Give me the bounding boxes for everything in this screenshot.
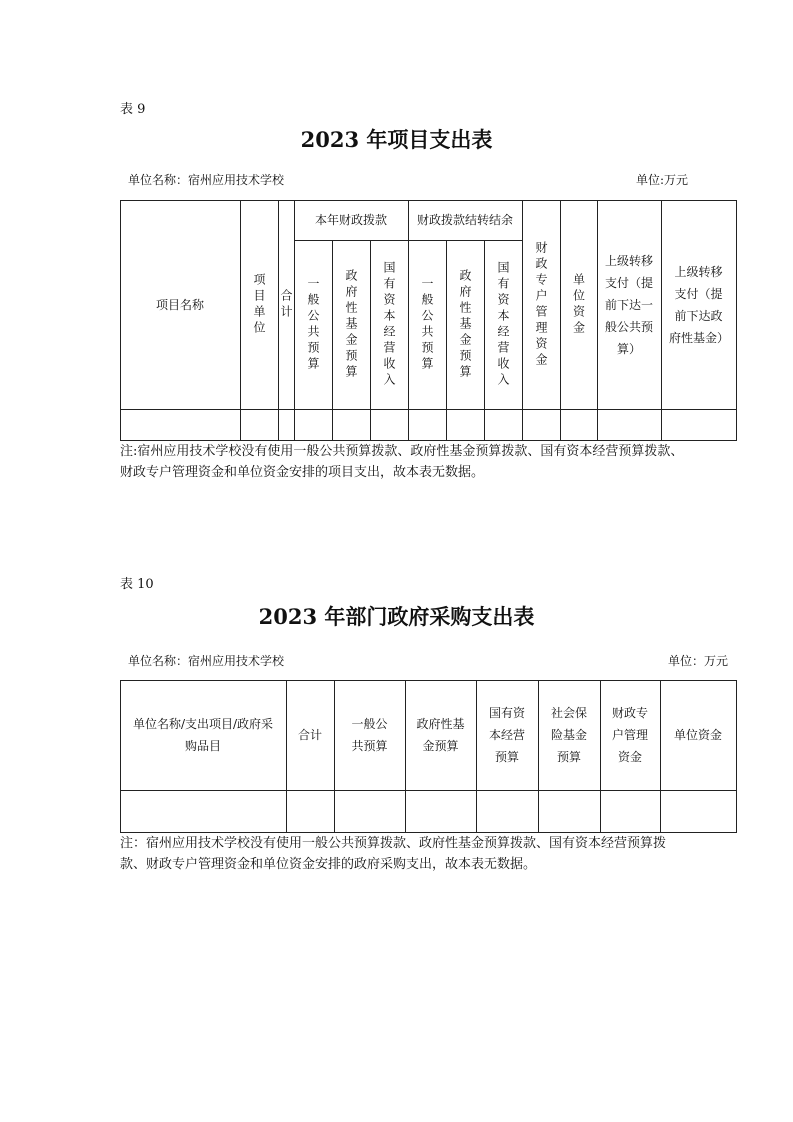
header-state-capital-income: 国有资本经营收入 xyxy=(382,260,396,389)
header-carryover: 财政拨款结转结余 xyxy=(416,213,513,227)
t10-header-total: 合计 xyxy=(297,728,322,742)
table10-label: 表 10 xyxy=(120,577,154,592)
header-gov-fund-budget: 政府性基金预算 xyxy=(344,268,358,381)
table10-unit: 单位：万元 xyxy=(668,654,729,668)
table10-title: 2023 年部门政府采购支出表 xyxy=(258,604,535,629)
header-upper-transfer-general: 上级转移支付（提前下达一般公共预算） xyxy=(604,253,653,356)
t10-header-special-account: 财政专户管理资金 xyxy=(611,706,648,764)
table10-unit-name: 单位名称：宿州应用技术学校 xyxy=(128,654,285,668)
header-general-budget: 一般公共预算 xyxy=(306,276,320,373)
table9-unit-name: 单位名称：宿州应用技术学校 xyxy=(128,173,285,187)
table10-note: 注：宿州应用技术学校没有使用一般公共预算拨款、政府性基金预算拨款、国有资本经营预算拨款、财政专户管理资金和单位资金安排的政府采购支出，故本表无数据。 xyxy=(120,836,667,872)
table9-note: 注:宿州应用技术学校没有使用一般公共预算拨款、政府性基金预算拨款、国有资本经营预算拨款、财政专户管理资金和单位资金安排的项目支出，故本表无数据。 xyxy=(120,444,684,480)
header-current-year: 本年财政拨款 xyxy=(314,213,387,227)
table9-label: 表 9 xyxy=(120,102,146,117)
table9-unit: 单位:万元 xyxy=(636,173,689,187)
header-carry-state-capital-income: 国有资本经营收入 xyxy=(496,260,510,389)
header-carry-general-budget: 一般公共预算 xyxy=(420,276,434,373)
t10-header-gov-fund-budget: 政府性基金预算 xyxy=(416,717,465,753)
header-project-name: 项目名称 xyxy=(155,297,204,312)
header-unit-funds: 单位资金 xyxy=(571,272,586,337)
header-special-account: 财政专户管理资金 xyxy=(534,240,548,369)
t10-header-general-budget: 一般公共预算 xyxy=(351,717,388,753)
t10-header-unit-item: 单位名称/支出项目/政府采购品目 xyxy=(132,717,274,753)
t10-header-social-insurance: 社会保险基金预算 xyxy=(550,706,587,764)
table9-title: 2023 年项目支出表 xyxy=(300,127,493,152)
header-carry-gov-fund-budget: 政府性基金预算 xyxy=(458,268,472,381)
t10-header-state-capital-budget: 国有资本经营预算 xyxy=(488,706,525,764)
header-total: 合计 xyxy=(279,288,293,321)
header-upper-transfer-fund: 上级转移支付（提前下达政府性基金） xyxy=(669,264,730,345)
t10-header-unit-funds: 单位资金 xyxy=(673,728,722,742)
header-project-unit: 项目单位 xyxy=(252,273,266,337)
